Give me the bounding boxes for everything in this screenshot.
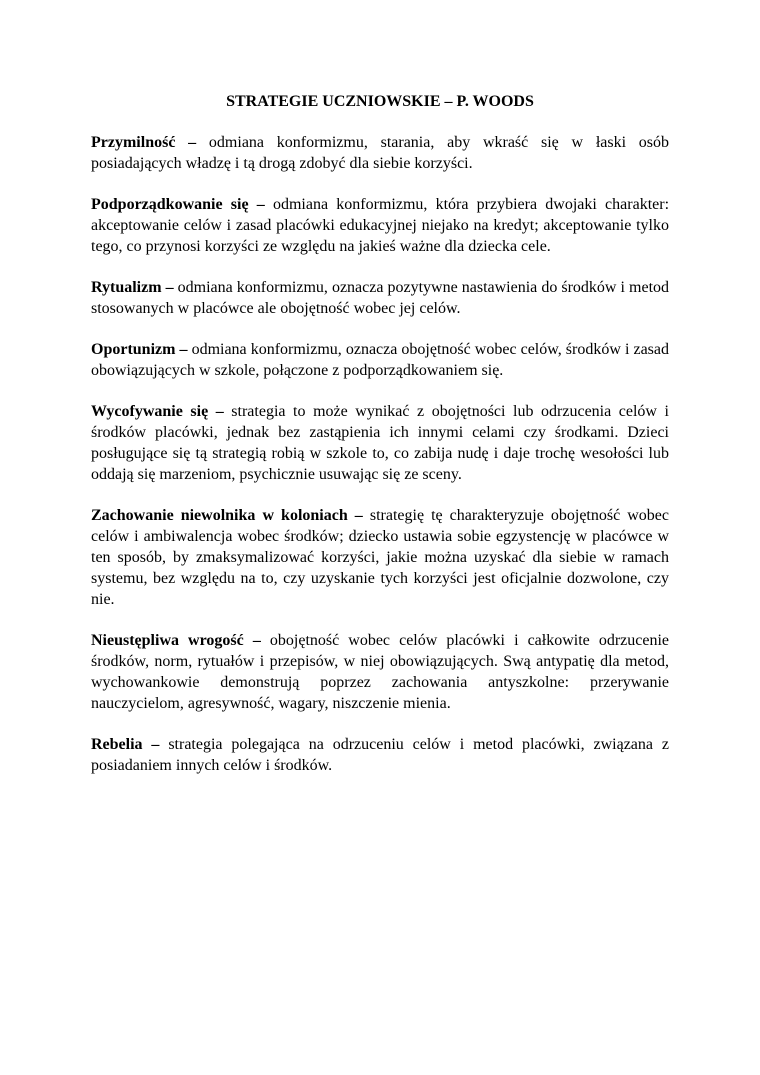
entry-text: odmiana konformizmu, oznacza pozytywne nastawienia do środków i metod stosowanych w placówce ale obojętność wobec jej celów. <box>91 279 670 317</box>
document-title: STRATEGIE UCZNIOWSKIE – P. WOODS <box>226 93 534 110</box>
entry-term: Rytualizm – <box>91 279 174 296</box>
entry-term: Rebelia – <box>91 736 160 753</box>
entry-rytualizm <box>91 277 669 319</box>
entry-przymilnosc <box>91 132 669 174</box>
entry-term: Zachowanie niewolnika w koloniach – <box>91 507 363 524</box>
entry-text: strategia polegająca na odrzuceniu celów i metod placówki, związana z posiadaniem innych celów i środków. <box>91 736 670 774</box>
entry-podporzadkowanie <box>91 194 669 257</box>
entry-text: odmiana konformizmu, oznacza obojętność wobec celów, środków i zasad obowiązujących w szkole, połączone z podporządkowaniem się. <box>91 341 669 379</box>
entry-text: strategię tę charakteryzuje obojętność wobec celów i ambiwalencja wobec środków; dziecko ustawia sobie egzystencję w placówce w ten sposób, by zmaksymalizować korzyści, jakie można uzyskać dla siebie w ramach systemu, bez względu na to, czy uzyskanie tych korzyści jest oficjalnie dozwolone, czy nie. <box>91 507 670 608</box>
entry-zachowanie-niewolnika <box>91 505 669 610</box>
entry-term: Oportunizm – <box>91 341 188 358</box>
document-page <box>91 91 669 796</box>
entry-term: Podporządkowanie się – <box>91 196 265 213</box>
entry-text: obojętność wobec celów placówki i całkowite odrzucenie środków, norm, rytuałów i przepisów, w niej obowiązujących. Swą antypatię dla metod, wychowankowie demonstrują poprzez zachowania antyszkolne: przerywanie nauczycielom, agresywność, wagary, niszczenie mienia. <box>91 632 670 712</box>
entry-term: Przymilność – <box>91 134 197 151</box>
entry-nieustepliwa-wrogosc <box>91 630 669 714</box>
entry-term: Nieustępliwa wrogość – <box>91 632 261 649</box>
entry-term: Wycofywanie się – <box>91 403 224 420</box>
entry-text: odmiana konformizmu, która przybiera dwojaki charakter: akceptowanie celów i zasad placówki edukacyjnej niejako na kredyt; akceptowanie tylko tego, co przynosi korzyści ze względu na jakieś ważne dla dziecka cele. <box>91 196 670 255</box>
entry-rebelia <box>91 734 669 776</box>
entry-oportunizm <box>91 339 669 381</box>
entry-text: odmiana konformizmu, starania, aby wkraść się w łaski osób posiadających władzę i tą drogą zdobyć dla siebie korzyści. <box>91 134 670 172</box>
entry-wycofywanie <box>91 401 669 485</box>
entry-text: strategia to może wynikać z obojętności lub odrzucenia celów i środków placówki, jednak bez zastąpienia ich innymi celami czy środkami. Dzieci posługujące się tą strategią robią w szkole to, co zabija nudę i daje trochę wesołości lub oddają się marzeniom, psychicznie usuwając się ze sceny. <box>91 403 669 483</box>
